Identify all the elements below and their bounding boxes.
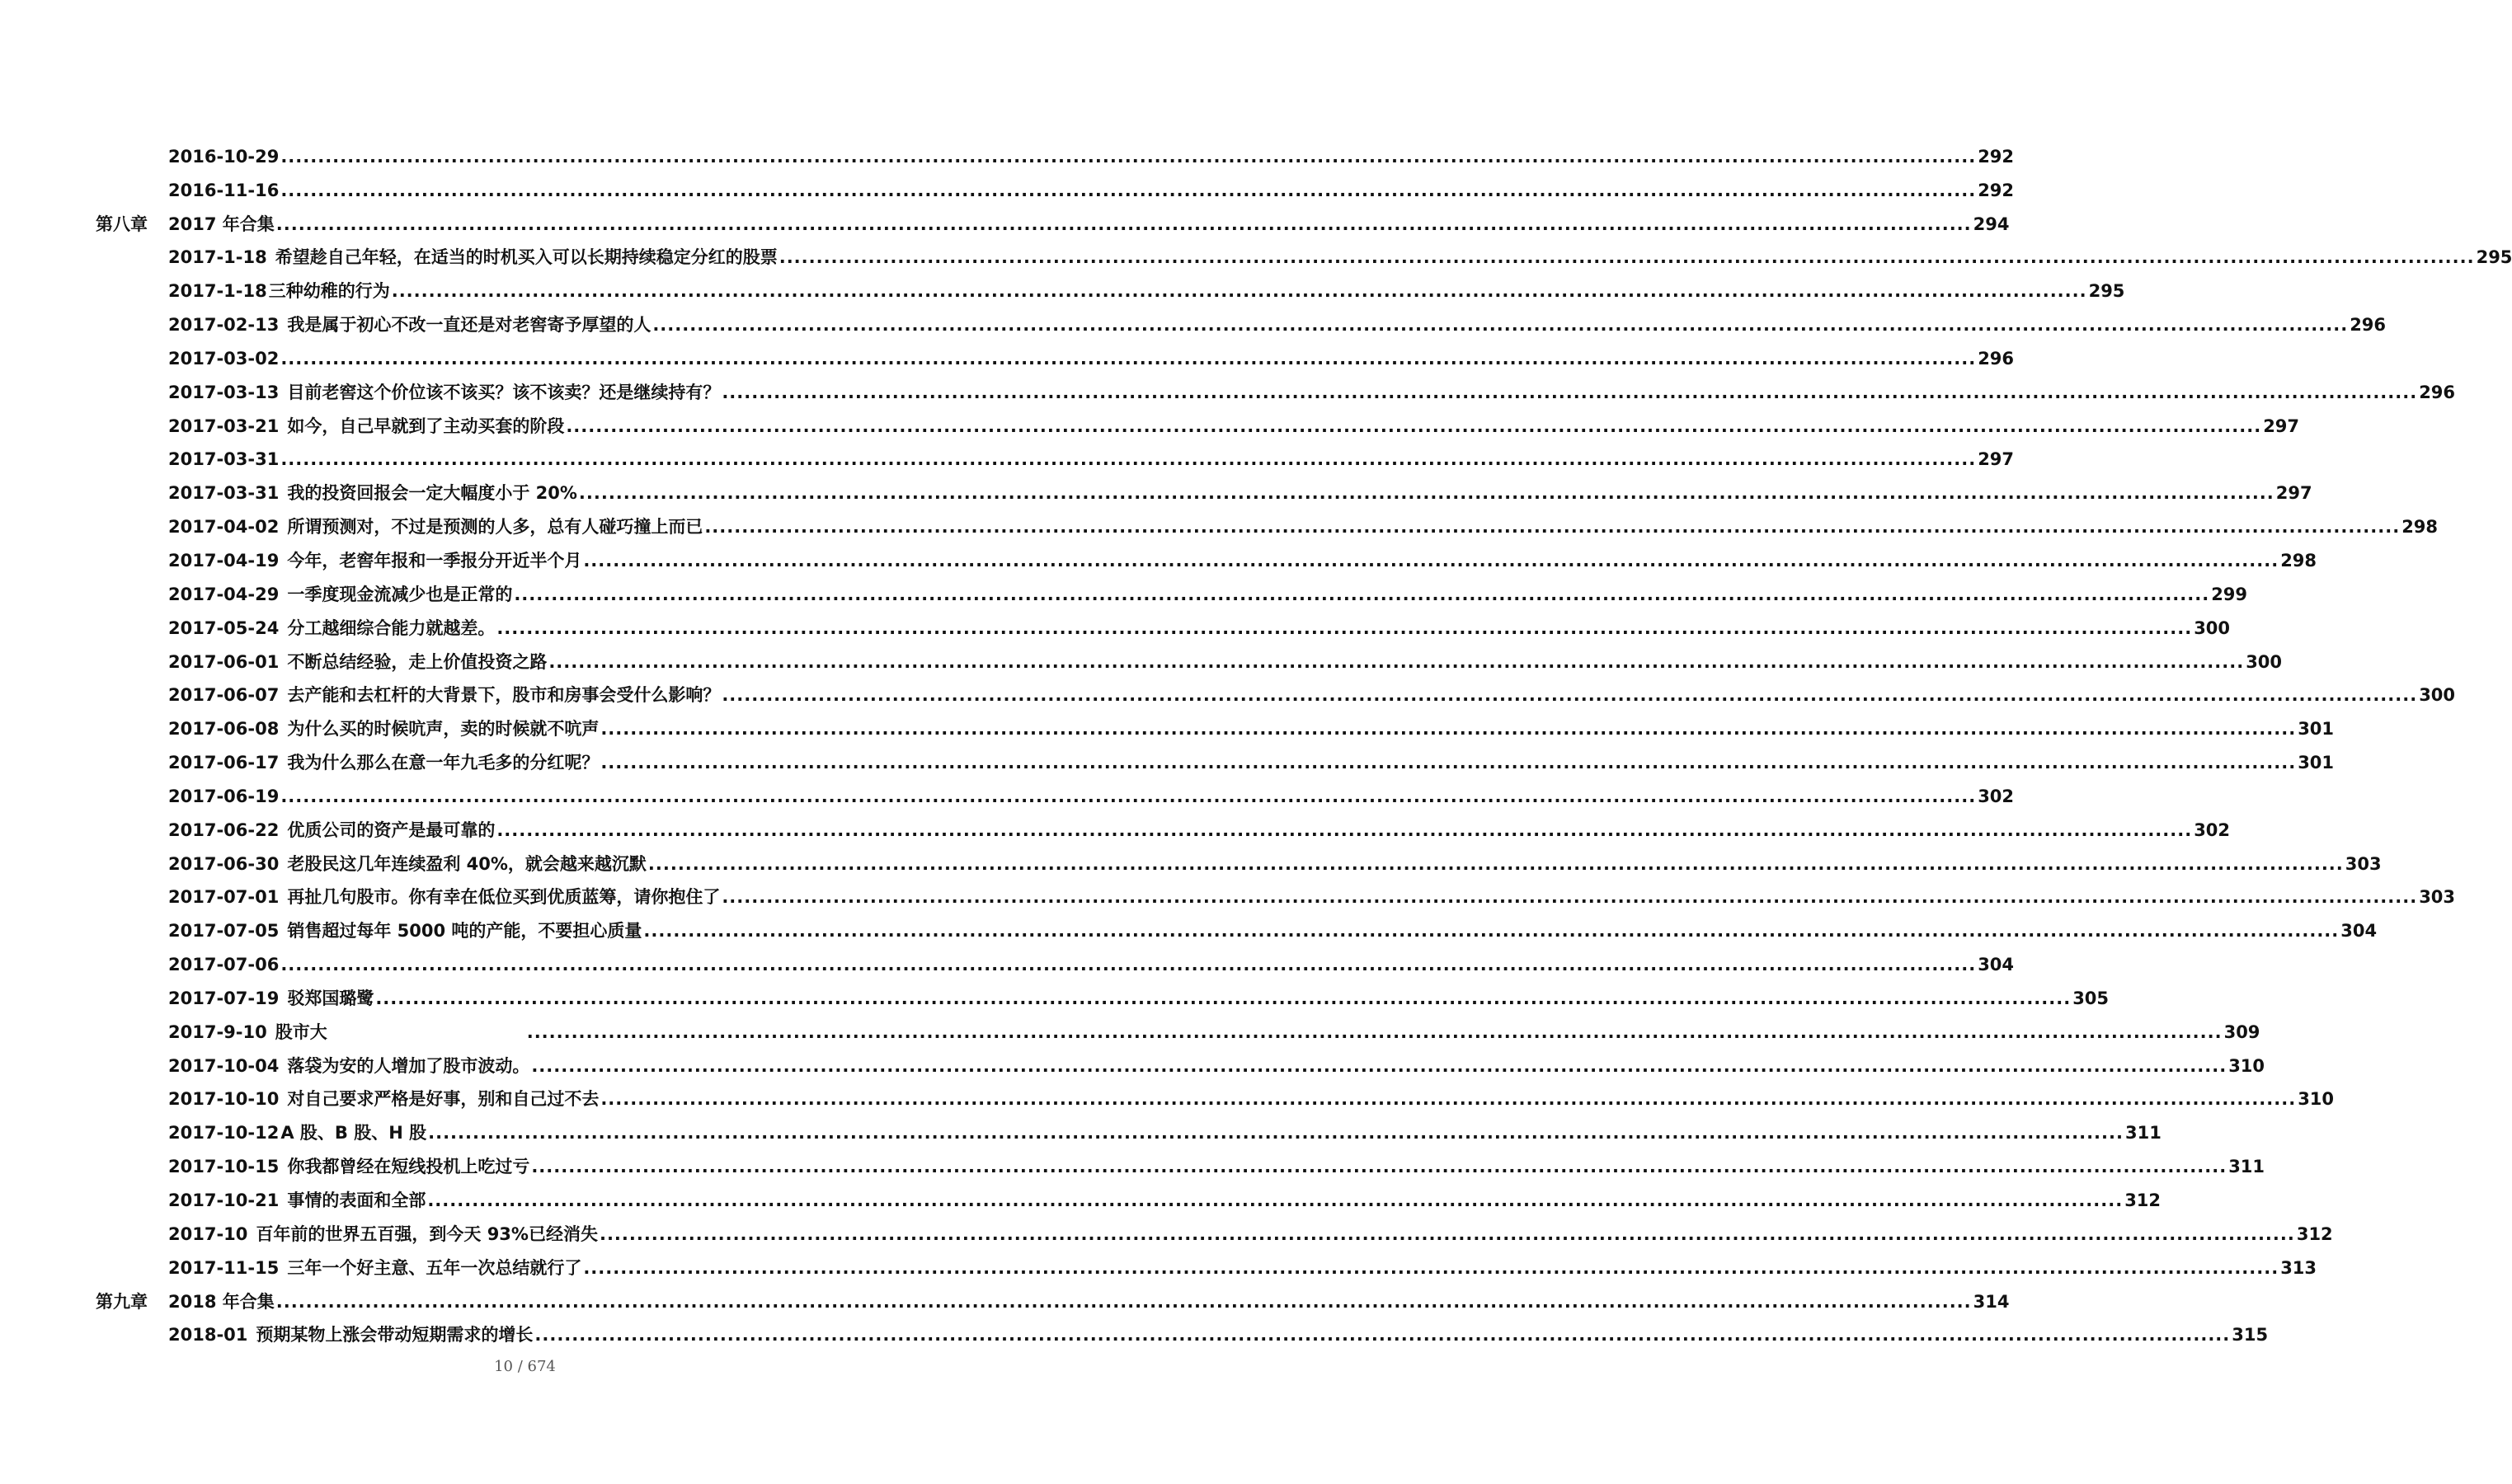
toc-page-number: 292 <box>1978 180 2015 200</box>
toc-entry-title: 股市大 <box>275 1021 327 1042</box>
toc-page-number: 302 <box>1978 786 2015 806</box>
toc-page-number: 304 <box>1978 955 2015 975</box>
toc-leader-dots <box>579 485 2274 502</box>
toc-entry-title: 如今，自己早就到了主动买套的阶段 <box>287 416 565 436</box>
toc-entry[interactable] <box>96 200 2010 234</box>
toc-leader-dots <box>280 956 1976 974</box>
toc-entry-title: 我是属于初心不改一直还是对老窖寄予厚望的人 <box>287 315 652 336</box>
toc-entry-date: 2017-10-10 <box>168 1089 280 1110</box>
toc-leader-dots <box>600 721 2296 738</box>
toc-page-number: 309 <box>2223 1021 2260 1042</box>
toc-entry-title: 所谓预测对，不过是预测的人多，总有人碰巧撞上而已 <box>287 517 703 538</box>
toc-entry[interactable] <box>96 368 2456 402</box>
toc-entry-date: 2017-10-15 <box>168 1157 280 1177</box>
toc-entry-title: 一季度现金流减少也是正常的 <box>287 584 513 604</box>
toc-entry[interactable] <box>96 402 2300 436</box>
toc-leader-dots <box>600 1226 2295 1243</box>
toc-page-number: 295 <box>2476 247 2512 268</box>
toc-page-number: 297 <box>2263 416 2300 436</box>
toc-page-number: 300 <box>2246 651 2283 672</box>
toc-entry-date: 2017-10 <box>168 1223 248 1244</box>
toc-entry[interactable] <box>96 906 2378 942</box>
toc-entry[interactable] <box>96 570 2248 604</box>
toc-entry[interactable] <box>96 1007 2260 1042</box>
toc-entry[interactable] <box>96 1209 2333 1244</box>
toc-entry-date: 2017-04-02 <box>168 517 280 538</box>
toc-entry-title: 事情的表面和全部 <box>287 1190 426 1210</box>
toc-entry-date: 2017-06-19 <box>168 786 280 806</box>
toc-entry-date: 2016-11-16 <box>168 180 280 200</box>
toc-leader-dots <box>496 822 2192 839</box>
toc-page-number: 310 <box>2298 1089 2335 1110</box>
toc-entry-title: 预期某物上涨会带动短期需求的增长 <box>256 1325 534 1345</box>
toc-entry-date: 2017-06-07 <box>168 685 280 706</box>
toc-entry[interactable] <box>96 839 2382 874</box>
toc-page-number: 311 <box>2124 1123 2162 1144</box>
toc-entry-title: 去产能和去杠杆的大背景下，股市和房事会受什么影响？ <box>287 685 721 706</box>
toc-page-number: 303 <box>2345 853 2382 874</box>
toc-entry-date: 2017-10-21 <box>168 1190 280 1210</box>
toc-leader-dots <box>566 418 2261 435</box>
toc-entry[interactable] <box>96 1041 2265 1076</box>
toc-page-number: 313 <box>2280 1257 2317 1278</box>
toc-entry-title: 为什么买的时候吭声，卖的时候就不吭声 <box>287 719 600 740</box>
toc-page-number: 315 <box>2232 1325 2269 1345</box>
toc-entry[interactable] <box>96 1311 2269 1345</box>
toc-leader-dots <box>583 552 2279 570</box>
toc-leader-dots <box>280 788 1976 805</box>
toc-leader-dots <box>600 754 2296 772</box>
toc-entry-title: 百年前的世界五百强，到今天 93%已经消失 <box>256 1223 598 1244</box>
toc-leader-dots <box>280 182 1976 200</box>
toc-entry-date: 2017-11-15 <box>168 1257 280 1278</box>
toc-entry-date: 2017-03-02 <box>168 348 280 369</box>
toc-chapter-label: 第九章 <box>96 1291 148 1312</box>
toc-entry-date: 2017-06-30 <box>168 853 280 874</box>
toc-entry[interactable] <box>96 603 2231 638</box>
toc-entry[interactable] <box>96 1142 2265 1177</box>
toc-page-number: 305 <box>2072 988 2110 1008</box>
toc-entry-title: 三种幼稚的行为 <box>268 281 390 302</box>
toc-entry-date: 2017-06-01 <box>168 651 280 672</box>
toc-entry-date: 2017-1-18 <box>168 281 267 302</box>
toc-leader-dots <box>722 384 2417 402</box>
toc-page-number: 303 <box>2419 887 2456 908</box>
toc-page-number: 312 <box>2296 1223 2333 1244</box>
toc-entry-date: 2017-07-01 <box>168 887 280 908</box>
toc-page-number: 294 <box>1973 214 2010 234</box>
toc-entry-title: 老股民这几年连续盈利 40%，就会越来越沉默 <box>287 853 647 874</box>
toc-leader-dots <box>704 519 2400 536</box>
toc-entry-title: 你我都曾经在短线投机上吃过亏 <box>287 1157 530 1177</box>
toc-entry[interactable] <box>96 1075 2335 1110</box>
toc-entry-title: 落袋为安的人增加了股市波动。 <box>287 1055 530 1076</box>
toc-entry-date: 2017-07-19 <box>168 988 280 1008</box>
toc-entry[interactable] <box>96 502 2439 538</box>
toc-entry[interactable] <box>96 536 2317 571</box>
toc-page-number: 300 <box>2194 618 2231 638</box>
toc-page-number: 296 <box>2350 315 2387 336</box>
toc-leader-dots <box>600 1091 2296 1108</box>
toc-page-number: 311 <box>2228 1157 2265 1177</box>
toc-entry[interactable] <box>96 166 2015 200</box>
toc-entry-date: 2017-06-17 <box>168 753 280 773</box>
toc-leader-dots <box>722 889 2417 906</box>
toc-entry-title: 分工越细综合能力就越差。 <box>287 618 496 638</box>
toc-entry[interactable] <box>96 132 2015 167</box>
toc-entry-date: 2017-02-13 <box>168 315 280 336</box>
toc-entry-title: 销售超过每年 5000 吨的产能，不要担心质量 <box>287 921 642 942</box>
toc-entry[interactable] <box>96 1176 2162 1210</box>
toc-entry-title: 三年一个好主意、五年一次总结就行了 <box>287 1257 582 1278</box>
toc-entry-date: 2017 年合集 <box>168 214 275 234</box>
toc-leader-dots <box>643 923 2339 940</box>
toc-leader-dots <box>280 350 1976 368</box>
toc-page-number: 295 <box>2088 281 2125 302</box>
toc-entry[interactable] <box>96 805 2231 840</box>
toc-entry-date: 2016-10-29 <box>168 146 280 167</box>
toc-entry-date: 2017-06-22 <box>168 819 280 840</box>
toc-page-number: 310 <box>2228 1055 2265 1076</box>
toc-leader-dots <box>276 216 1972 233</box>
toc-entry-date: 2017-06-08 <box>168 719 280 740</box>
toc-leader-dots <box>514 586 2209 603</box>
toc-entry-title: 不断总结经验，走上价值投资之路 <box>287 651 548 672</box>
toc-page-number: 296 <box>2419 382 2456 402</box>
toc-page-number: 302 <box>2194 819 2231 840</box>
toc-page-number: 297 <box>1978 449 2015 470</box>
toc-page-number: 301 <box>2298 719 2335 740</box>
toc-leader-dots <box>779 249 2475 266</box>
toc-entry-date: 2017-07-05 <box>168 921 280 942</box>
toc-entry-date: 2018-01 <box>168 1325 248 1345</box>
toc-leader-dots <box>280 148 1976 166</box>
toc-leader-dots <box>583 1260 2279 1277</box>
toc-entry-date: 2017-04-19 <box>168 550 280 571</box>
toc-entry[interactable] <box>96 233 2512 268</box>
toc-entry-title: 目前老窖这个价位该不该买？该不该卖？还是继续持有？ <box>287 382 721 402</box>
toc-leader-dots <box>531 1158 2227 1176</box>
toc-entry-title: 希望趁自己年轻，在适当的时机买入可以长期持续稳定分红的股票 <box>275 247 778 268</box>
toc-leader-dots <box>722 687 2417 704</box>
toc-entry[interactable] <box>96 704 2335 740</box>
toc-leader-dots <box>531 1058 2227 1075</box>
toc-entry[interactable] <box>96 637 2283 672</box>
toc-entry[interactable] <box>96 738 2335 773</box>
toc-entry-title: 驳郑国璐鹭 <box>287 988 374 1008</box>
toc-page-number: 296 <box>1978 348 2015 369</box>
toc-page-number: 312 <box>2124 1190 2162 1210</box>
toc-leader-dots <box>648 856 2344 873</box>
toc-entry[interactable] <box>96 873 2456 908</box>
toc-leader-dots <box>548 654 2244 671</box>
toc-leader-dots <box>375 990 2071 1007</box>
toc-entry-title: 再扯几句股市。你有幸在低位买到优质蓝筹，请你抱住了 <box>287 887 721 908</box>
toc-page-number: 298 <box>2280 550 2317 571</box>
toc-leader-dots <box>280 451 1976 468</box>
toc-leader-dots <box>428 1125 2124 1142</box>
toc-page-number: 301 <box>2298 753 2335 773</box>
toc-leader-dots <box>534 1327 2230 1344</box>
toc-entry-date: 2017-04-29 <box>168 584 280 604</box>
toc-entry-date: 2017-05-24 <box>168 618 280 638</box>
toc-entry-date: 2017-07-06 <box>168 955 280 975</box>
toc-entry[interactable] <box>96 266 2125 302</box>
toc-leader-dots <box>276 1294 1972 1311</box>
toc-entry-date: 2017-03-21 <box>168 416 280 436</box>
toc-entry-title: 优质公司的资产是最可靠的 <box>287 819 496 840</box>
toc-leader-dots <box>427 1192 2123 1209</box>
toc-page-number: 297 <box>2275 483 2312 504</box>
toc-page-number: 300 <box>2419 685 2456 706</box>
toc-entry[interactable] <box>96 300 2387 336</box>
toc-leader-dots <box>652 317 2348 334</box>
toc-entry-date: 2017-03-31 <box>168 449 280 470</box>
toc-leader-dots <box>496 620 2192 637</box>
toc-entry[interactable] <box>96 1277 2010 1312</box>
toc-entry[interactable] <box>96 334 2015 369</box>
toc-entry[interactable] <box>96 772 2015 806</box>
toc-entry-title: 我的投资回报会一定大幅度小于 20% <box>287 483 577 504</box>
toc-entry[interactable] <box>96 974 2110 1008</box>
toc-entry-date: 2018 年合集 <box>168 1291 275 1312</box>
toc-entry[interactable] <box>96 940 2015 975</box>
toc-entry-title: 今年，老窖年报和一季报分开近半个月 <box>287 550 582 571</box>
toc-page-number: 292 <box>1978 146 2015 167</box>
toc-entry-date: 2017-10-12 <box>168 1123 280 1144</box>
toc-entry[interactable] <box>96 435 2015 470</box>
toc-entry[interactable] <box>96 468 2312 504</box>
toc-entry[interactable] <box>96 1243 2317 1278</box>
toc-page-number: 299 <box>2211 584 2248 604</box>
toc-page-number: 298 <box>2401 517 2439 538</box>
toc-entry-date: 2017-10-04 <box>168 1055 280 1076</box>
toc-entry-date: 2017-03-31 <box>168 483 280 504</box>
toc-page-number: 314 <box>1973 1291 2010 1312</box>
toc-entry-date: 2017-1-18 <box>168 247 267 268</box>
toc-entry[interactable] <box>96 671 2456 706</box>
toc-entry-title: 对自己要求严格是好事，别和自己过不去 <box>287 1089 600 1110</box>
toc-entry-title: 我为什么那么在意一年九毛多的分红呢？ <box>287 753 600 773</box>
toc-page-number: 304 <box>2340 921 2378 942</box>
toc-leader-dots <box>392 283 2087 300</box>
table-of-contents <box>96 132 2512 1345</box>
toc-entry[interactable] <box>96 1108 2162 1144</box>
toc-entry-date: 2017-9-10 <box>168 1021 267 1042</box>
page-indicator: 10 / 674 <box>494 1358 556 1375</box>
toc-entry-title: A 股、B 股、H 股 <box>280 1123 427 1144</box>
toc-chapter-label: 第八章 <box>96 214 148 234</box>
toc-leader-dots <box>527 1024 2223 1041</box>
toc-entry-date: 2017-03-13 <box>168 382 280 402</box>
